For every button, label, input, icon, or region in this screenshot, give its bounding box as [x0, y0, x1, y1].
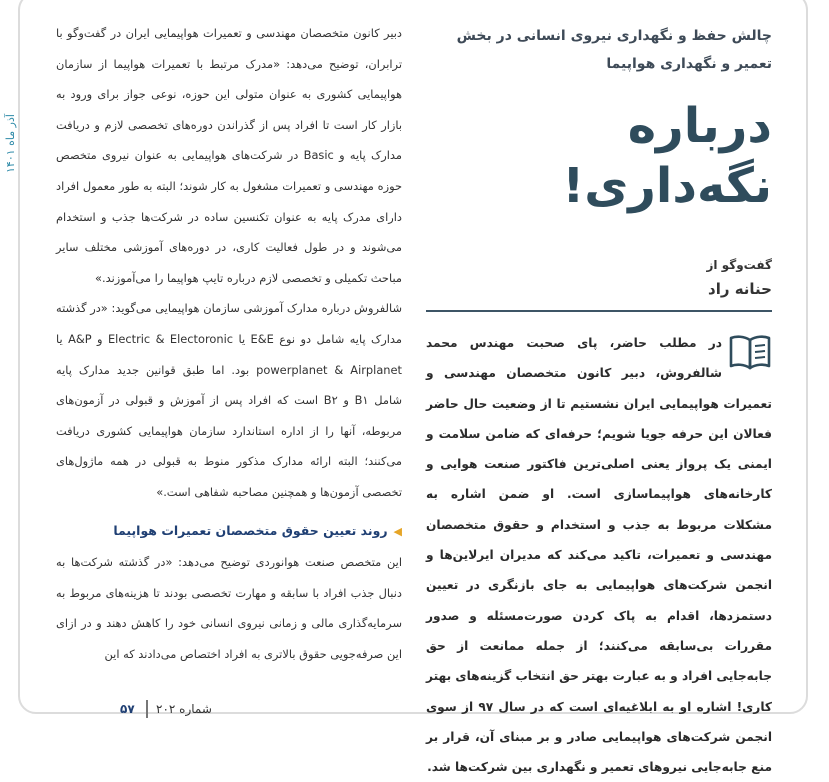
article-header-column: [426, 22, 772, 782]
body-paragraph: این متخصص صنعت هوانوردی توضیح می‌دهد: «در گذشته شرکت‌ها به دنبال جذب افراد با سابقه و مهارت تخصصی بودند تا هزینه‌های مربوط به سرمایه‌گذاری مالی و زمانی نیروی انسانی خود را کاهش دهند و در ازای این صرفه‌جویی حقوق بالاتری به افراد اختصاص می‌دادند که این: [56, 555, 402, 661]
open-book-icon: [728, 332, 772, 372]
subheading-text: روند تعیین حقوق متخصصان تعمیرات هواپیما: [113, 522, 388, 538]
section-subheading: [56, 516, 402, 548]
kicker: چالش حفظ و نگهداری نیروی انسانی در بخش تعمیر و نگهداری هواپیما: [456, 28, 772, 72]
issue-date: آذر ماه ۱۴۰۱: [4, 114, 17, 174]
byline-label: گفت‌وگو از: [706, 258, 772, 272]
byline-name: حنانه راد: [708, 280, 772, 298]
body-column-left: [56, 18, 402, 669]
divider: [426, 310, 772, 312]
issue-number: شماره ۲۰۲: [156, 702, 212, 716]
lead-paragraph: [426, 328, 772, 782]
page-number: ۵۷: [120, 702, 135, 716]
headline: درباره نگه‌داری!: [562, 98, 772, 214]
body-paragraph: شالفروش درباره مدارک آموزشی سازمان هواپیمایی می‌گوید: «در گذشته مدارک پایه شامل دو نوع E&E یا Electric & Electoronic و A&P یا powerplanet & Airplanet بود. اما طبق قوانین جدید مدارک پایه شامل B۱ و B۲ است که افراد پس از آموزش و قبولی در آزمون‌های مربوطه، آنها را از اداره استاندارد سازمان هواپیمایی کشوری دریافت می‌کنند؛ البته ارائه مدارک مذکور منوط به قبولی در همه ماژول‌های تخصصی آزمون‌ها و همچنین مصاحبه شفاهی است.»: [56, 301, 403, 499]
page-footer: [110, 698, 240, 722]
body-paragraph: دبیر کانون متخصصان مهندسی و تعمیرات هواپیمایی ایران در گفت‌وگو با ترابران، توضیح می‌دهد: «مدرک مرتبط با تعمیرات هواپیما از سازمان هواپیمایی کشوری به عنوان متولی این حوزه، نوعی جواز برای ورود به بازار کار است تا افراد پس از گذراندن دوره‌های تخصصی لازم و دریافت مدارک پایه و Basic در شرکت‌های هواپیمایی به عنوان نیروی متخصص حوزه مهندسی و تعمیرات مشغول به کار شوند؛ البته به طور معمول افراد دارای مدرک پایه به عنوان تکنسین ساده در شرکت‌ها جذب و استخدام می‌شوند و در طول فعالیت کاری، در دوره‌های آموزشی مختلف سایر مباحث تکمیلی و تخصصی لازم درباره تایپ هواپیما را می‌آموزند.»: [56, 26, 402, 285]
lead-text: در مطلب حاضر، پای صحبت مهندس محمد شالفروش، دبیر کانون متخصصان مهندسی و تعمیرات هواپیمایی ایران نشستیم تا از وضعیت حال حاضر فعالان این حرفه جویا شویم؛ حرفه‌ای که ضامن سلامت و ایمنی یک پرواز یعنی اصلی‌ترین فاکتور صنعت هوایی و کارخانه‌های هواپیماسازی است. او ضمن اشاره به مشکلات مربوط به جذب و استخدام و حقوق متخصصان مهندسی و تعمیرات، تاکید می‌کند که مدیران ایرلاین‌ها و انجمن شرکت‌های هواپیمایی به جای بازنگری در تعیین دستمزدها، اقدام به پاک کردن صورت‌مسئله و صدور مقررات بی‌سابقه می‌کنند؛ از جمله ممانعت از حق جابه‌جایی افراد و به عبارت بهتر حق انتخاب گزینه‌های بهتر کاری! اشاره او به ابلاغیه‌ای است که در سال ۹۷ از سوی انجمن شرکت‌های هواپیمایی صادر و بر مبنای آن، قرار بر منع جابه‌جایی نیروهای تعمیر و نگهداری بین شرکت‌ها شد.: [426, 336, 772, 775]
triangle-marker-icon: ◀: [393, 524, 402, 538]
footer-separator: [146, 700, 148, 718]
